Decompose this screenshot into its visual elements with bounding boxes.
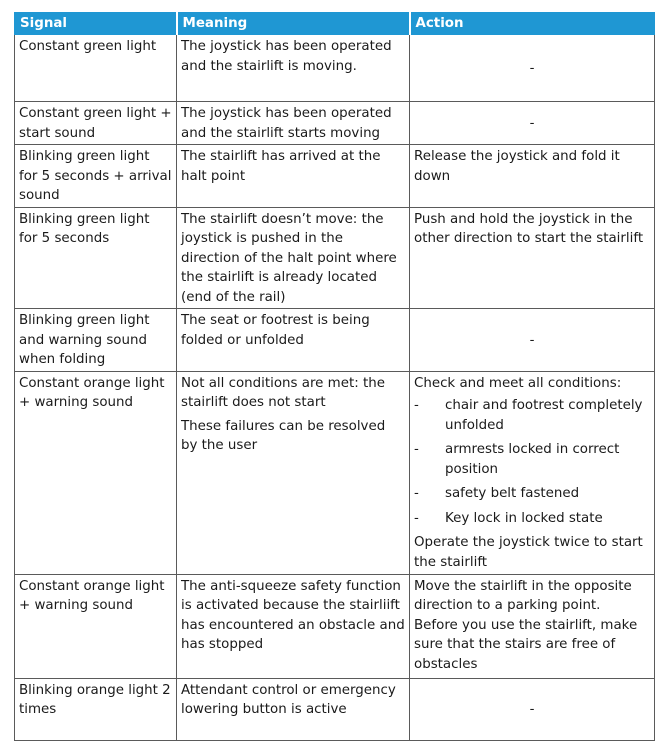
action-intro: Check and meet all conditions: — [414, 375, 622, 391]
signal-cell: Blinking green light for 5 seconds + arrival sound — [15, 145, 177, 208]
signal-cell: Constant orange light + warning sound — [15, 574, 177, 678]
signals-table-container — [14, 12, 654, 741]
table-row — [15, 574, 655, 678]
action-cell: - — [410, 35, 655, 102]
action-cell: - — [410, 102, 655, 145]
action-cell — [410, 574, 655, 678]
list-item — [414, 396, 650, 435]
condition-text: Key lock in locked state — [445, 510, 603, 526]
list-item — [414, 484, 650, 504]
meaning-cell: The anti-squeeze safety function is activated because the stairliift has encountered an obstacle and has stopped — [177, 574, 410, 678]
signal-cell: Constant green light + start sound — [15, 102, 177, 145]
signal-cell: Blinking orange light 2 times — [15, 678, 177, 740]
meaning-cell: The seat or footrest is being folded or unfolded — [177, 309, 410, 372]
meaning-cell — [177, 371, 410, 574]
action-text: Move the stairlift in the opposite direction to a parking point. — [414, 578, 632, 613]
table-row — [15, 145, 655, 208]
list-item — [414, 509, 650, 529]
action-cell: Release the joystick and fold it down — [410, 145, 655, 208]
table-row — [15, 309, 655, 372]
table-row — [15, 371, 655, 574]
header-meaning: Meaning — [177, 13, 410, 35]
list-item — [414, 440, 650, 479]
meaning-note: These failures can be resolved by the user — [181, 418, 386, 453]
table-row — [15, 35, 655, 102]
action-after-text: Operate the joystick twice to start the stairlift — [414, 535, 643, 570]
condition-text: safety belt fastened — [445, 486, 580, 501]
dash-bullet: - — [414, 486, 419, 501]
signal-cell: Blinking green light and warning sound when folding — [15, 309, 177, 372]
dash-bullet: - — [414, 510, 419, 526]
dash-bullet: - — [414, 442, 419, 457]
table-row — [15, 207, 655, 309]
table-header-row — [15, 13, 655, 35]
meaning-cell: Attendant control or emergency lowering button is active — [177, 678, 410, 740]
signal-cell: Constant orange light + warning sound — [15, 371, 177, 574]
meaning-cell: The joystick has been operated and the stairlift starts moving — [177, 102, 410, 145]
table-row — [15, 102, 655, 145]
action-cell — [410, 371, 655, 574]
table-row — [15, 678, 655, 740]
signals-table — [14, 12, 655, 741]
action-note: Before you use the stairlift, make sure that the stairs are free of obstacles — [414, 617, 638, 672]
condition-text: chair and footrest completely unfolded — [445, 398, 643, 433]
header-action: Action — [410, 13, 655, 35]
meaning-cell: The stairlift has arrived at the halt point — [177, 145, 410, 208]
meaning-cell: The joystick has been operated and the stairlift is moving. — [177, 35, 410, 102]
meaning-cell: The stairlift doesn’t move: the joystick is pushed in the direction of the halt point where the stairlift is already located (end of the rail) — [177, 207, 410, 309]
action-cell: - — [410, 309, 655, 372]
signal-cell: Constant green light — [15, 35, 177, 102]
meaning-text: Not all conditions are met: the stairlift does not start — [181, 375, 385, 410]
signal-cell: Blinking green light for 5 seconds — [15, 207, 177, 309]
action-cell: - — [410, 678, 655, 740]
action-cell: Push and hold the joystick in the other direction to start the stairlift — [410, 207, 655, 309]
condition-text: armrests locked in correct position — [445, 442, 620, 477]
header-signal: Signal — [15, 13, 177, 35]
conditions-list — [414, 396, 650, 528]
dash-bullet: - — [414, 398, 419, 413]
